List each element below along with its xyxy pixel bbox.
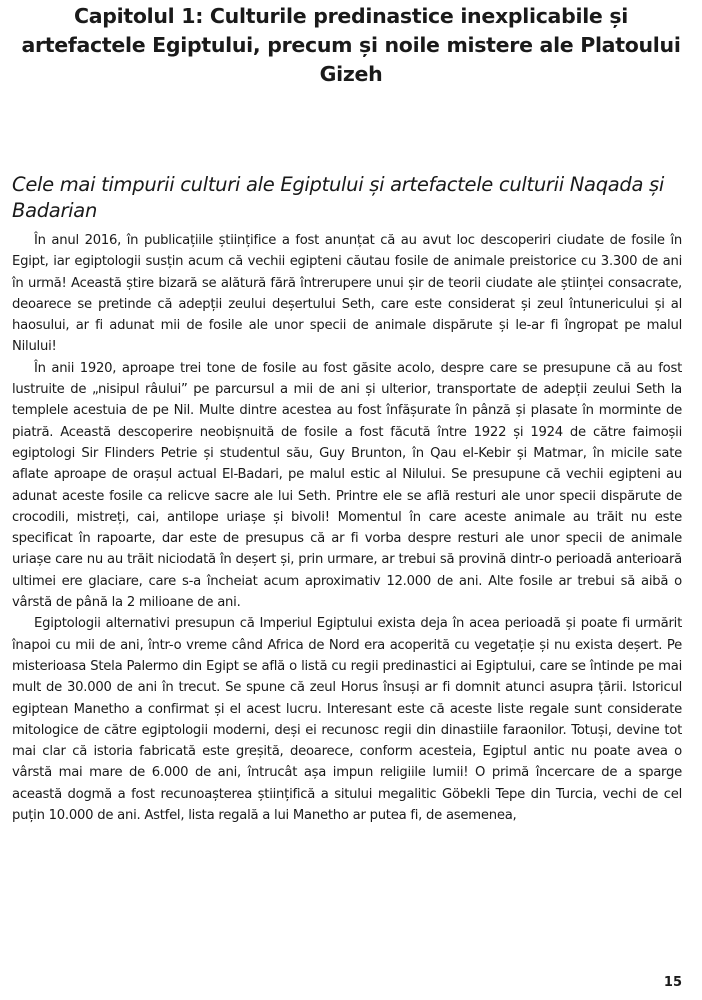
chapter-title: Capitolul 1: Culturile predinastice inexplicabile și artefactele Egiptului, precum și noile mistere ale Platoului Gizeh xyxy=(21,4,681,86)
page-number: 15 xyxy=(663,975,682,990)
paragraph-3: Egiptologii alternativi presupun că Imperiul Egiptului exista deja în acea perioadă și poate fi urmărit înapoi cu mii de ani, într-o vreme când Africa de Nord era acoperită cu vegetație și nu exista deșert. Pe misterioasa Stela Palermo din Egipt se află o listă cu regii predinastici ai Egiptului, care se întinde pe mai mult de 30.000 de ani în trecut. Se spune că zeul Horus însuși ar fi domnit atunci asupra țării. Istoricul egiptean Manetho a confirmat și el acest lucru. Interesant este că aceste liste regale sunt considerate mitologice de către egiptologii moderni, deși ei recunosc regii din dinastiile faraonilor. Totuși, devine tot mai clar că istoria fabricată este greșită, deoarece, conform acesteia, Egiptul antic nu poate avea o vârstă mai mare de 6.000 de ani, întrucât așa impun religiile lumii! O primă încercare de a sparge această dogmă a fost recunoașterea științifică a sitului megalitic Göbekli Tepe din Turcia, vechi de cel puțin 10.000 de ani. Astfel, lista regală a lui Manetho ar putea fi, de asemenea, xyxy=(12,616,682,824)
body-text xyxy=(12,230,682,826)
section-title: Cele mai timpurii culturi ale Egiptului și artefactele culturii Naqada și Badarian xyxy=(12,173,665,222)
paragraph-1: În anul 2016, în publicațiile științifice a fost anunțat că au avut loc descoperiri ciudate de fosile în Egipt, iar egiptologii susțin acum că vechii egipteni căutau fosile de animale preistorice cu 3.300 de ani în urmă! Această știre bizară se alătură fără întrerupere unui șir de teorii ciudate ale științei consacrate, deoarece se pretinde că adepții zeului deșertului Seth, care este considerat și zeul întunericului și al haosului, ar fi adunat mii de fosile ale unor specii de animale dispărute și le-ar fi îngropat pe malul Nilului! xyxy=(12,233,682,355)
paragraph-2: În anii 1920, aproape trei tone de fosile au fost găsite acolo, despre care se presupune că au fost lustruite de „nisipul râului” pe parcursul a mii de ani și ulterior, transportate de adepții zeului Seth la templele acestuia de pe Nil. Multe dintre acestea au fost înfășurate în pânză și plasate în morminte de piatră. Această descoperire neobișnuită de fosile a fost făcută între 1922 și 1924 de către faimoșii egiptologi Sir Flinders Petrie și studentul său, Guy Brunton, în Qau el-Kebir și Matmar, în micile sate aflate aproape de orașul actual El-Badari, pe malul estic al Nilului. Se presupune că vechii egipteni au adunat aceste fosile ca relicve sacre ale lui Seth. Printre ele se află resturi ale unor specii dispărute de crocodili, mistreți, cai, antilope uriașe și bivoli! Momentul în care aceste animale au trăit nu este specificat în rapoarte, dar este de presupus că ar fi vorba despre resturi ale unor specii de animale uriașe care nu au trăit niciodată în deșert și, prin urmare, ar trebui să provină dintr-o perioadă anterioară ultimei ere glaciare, care s-a încheiat acum aproximativ 12.000 de ani. Alte fosile ar trebui să aibă o vârstă de până la 2 milioane de ani. xyxy=(12,360,682,611)
